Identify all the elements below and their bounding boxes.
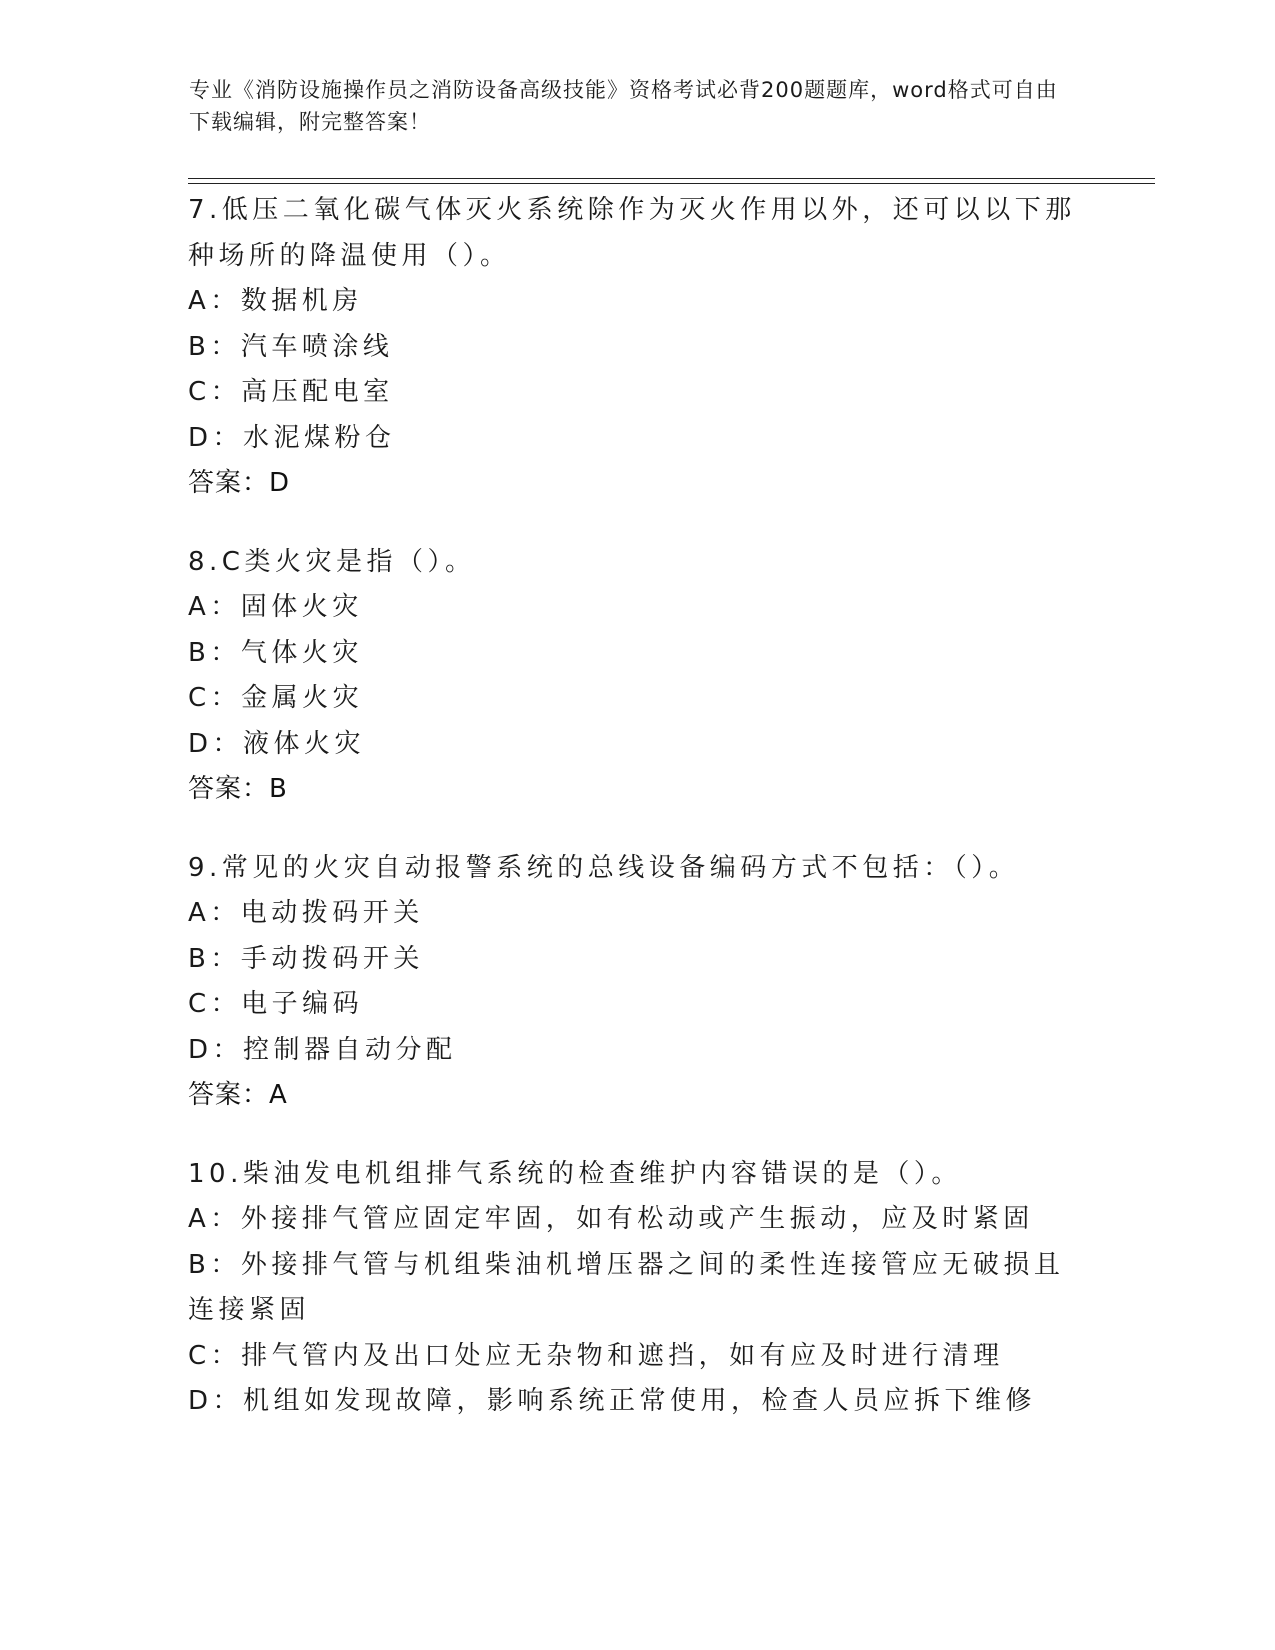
option-d: D：机组如发现故障，影响系统正常使用，检查人员应拆下维修 [188,1386,1037,1416]
option-a: A：外接排气管应固定牢固，如有松动或产生振动，应及时紧固 [188,1204,1034,1234]
question-text: 9.常见的火灾自动报警系统的总线设备编码方式不包括：（）。 [188,852,1020,883]
option-b: B：手动拨码开关 [188,943,424,974]
header-divider-secondary [188,183,1155,184]
option-d: D：控制器自动分配 [188,1034,457,1065]
question-9 [188,846,1088,1119]
document-header: 专业《消防设施操作员之消防设备高级技能》资格考试必背200题题库，word格式可自由下载编辑，附完整答案！ [189,78,1058,134]
question-10 [188,1152,1088,1425]
option-b: B：气体火灾 [188,637,363,668]
option-a: A：数据机房 [188,286,363,316]
question-8 [188,540,1088,813]
option-c: C：高压配电室 [188,377,394,407]
option-a: A：电动拨码开关 [188,898,424,928]
header-divider [188,178,1155,179]
question-list [188,188,1088,1458]
option-d: D：液体火灾 [188,728,366,759]
question-text: 10.柴油发电机组排气系统的检查维护内容错误的是（）。 [188,1158,962,1189]
answer-line: 答案：D [188,468,291,498]
option-a: A：固体火灾 [188,592,363,622]
option-c: C：金属火灾 [188,683,364,713]
answer-line: 答案：A [188,1080,288,1110]
option-d: D：水泥煤粉仓 [188,422,396,453]
question-text: 7.低压二氧化碳气体灭火系统除作为灭火作用以外，还可以以下那种场所的降温使用（）。 [188,195,1076,271]
answer-line: 答案：B [188,774,288,804]
question-7 [188,188,1088,507]
option-b: B：外接排气管与机组柴油机增压器之间的柔性连接管应无破损且连接紧固 [188,1249,1065,1325]
question-text: 8.C类火灾是指（）。 [188,546,476,577]
option-b: B：汽车喷涂线 [188,331,394,362]
option-c: C：电子编码 [188,989,364,1019]
option-c: C：排气管内及出口处应无杂物和遮挡，如有应及时进行清理 [188,1340,1004,1371]
